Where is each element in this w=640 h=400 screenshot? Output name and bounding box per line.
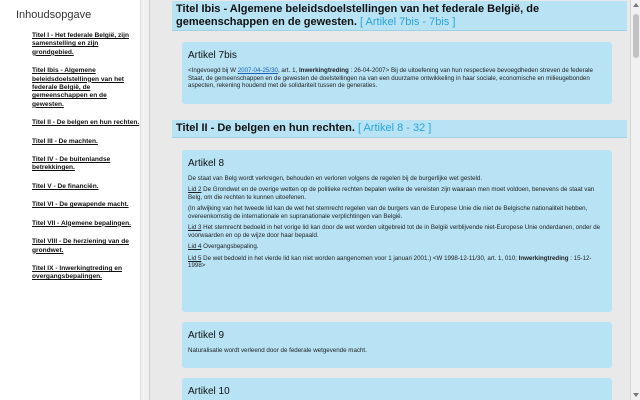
sidebar bbox=[0, 0, 150, 400]
section-title-ii bbox=[172, 120, 627, 138]
article-text: Lid 5 De wet bedoeld in het vierde lid kan niet worden aangenomen voor 1 januari 2001.) <W 1998-12-11/30, art. 1, 010; Inwerkingtreding : 15-12-1998> bbox=[188, 254, 592, 269]
sidebar-scrollbar[interactable] bbox=[140, 0, 150, 400]
toc-header: Inhoudsopgave bbox=[16, 9, 92, 21]
scroll-thumb[interactable] bbox=[633, 14, 639, 58]
article-list bbox=[172, 0, 627, 400]
lid-link[interactable]: Lid 5 bbox=[188, 254, 202, 262]
main-content bbox=[150, 0, 640, 400]
law-link[interactable]: 2007-04-25/30 bbox=[237, 67, 278, 74]
article-text: De staat van Belg wordt verkregen, behouden en verloren volgens de regelen bij de burgerlijke wet gesteld. bbox=[188, 174, 483, 182]
article-range-link[interactable]: [ Artikel 8 - 32 ] bbox=[357, 122, 432, 134]
article-text: (In afwijking van het tweede lid kan de wet het stemrecht regelen van de burgers van de Europese Unie die niet de Belgische nationaliteit hebben, overeenkomstig de internationale en supranationale verplichtingen van België. bbox=[188, 205, 588, 220]
toc-item-titel-i[interactable]: Titel I - Het federale België, zijn samenstelling en zijn grondgebied. bbox=[32, 32, 129, 56]
toc-item-titel-ibis[interactable]: Titel Ibis - Algemene beleidsdoelstellingen van het federale België, de gemeenschappen en de gewesten. bbox=[32, 67, 124, 108]
scroll-down-icon[interactable] bbox=[633, 393, 639, 397]
article-card-9 bbox=[182, 322, 612, 368]
lid-link[interactable]: Lid 4 bbox=[188, 243, 202, 250]
article-card-8 bbox=[182, 150, 612, 312]
article-text: <Ingevoegd bij W 2007-04-25/30, art. 1, Inwerkingtreding : 26-04-2007> Bij de uitoefening van hun respectieve bevoegdheden streven de federale Staat, de gemeenschappen en de gewesten de doelstellingen na van een duurzame ontwikkeling in haar sociale, economische en milieugebonden aspecten, rekening houdend met de solidariteit tussen de generaties. bbox=[188, 67, 593, 89]
toc-item-titel-v[interactable]: Titel V - De financiën. bbox=[32, 182, 99, 190]
section-title-text: Titel II - De belgen en hun rechten. bbox=[176, 122, 355, 134]
article-title: Artikel 9 bbox=[188, 329, 225, 341]
section-title-ibis bbox=[172, 1, 627, 31]
lid-link[interactable]: Lid 2 bbox=[188, 186, 202, 193]
section-title-text: Titel Ibis - Algemene beleidsdoelstellingen van het federale België, de gemeenschappen en de gewesten. bbox=[176, 3, 540, 28]
article-title: Artikel 8 bbox=[188, 157, 225, 169]
article-title: Artikel 7bis bbox=[188, 50, 237, 61]
lid-link[interactable]: Lid 3 bbox=[188, 224, 202, 231]
toc-list bbox=[32, 32, 140, 292]
article-card-7bis bbox=[182, 42, 612, 104]
toc-item-titel-ix[interactable]: Titel IX - Inwerkingtreding en overgangsbepalingen. bbox=[32, 264, 123, 281]
toc-item-titel-viii[interactable]: Titel VIII - De herziening van de grondwet. bbox=[32, 238, 129, 254]
article-range-link[interactable]: [ Artikel 7bis - 7bis ] bbox=[360, 15, 456, 28]
article-text: Lid 2 De Grondwet en de overige wetten op de politieke rechten bepalen welke de vereisten zijn waaraan men moet voldoen, benevens de staat van Belg, om die rechten te kunnen uitoefenen. bbox=[188, 186, 595, 201]
article-text: Naturalisatie wordt verleend door de federale wetgevende macht. bbox=[188, 346, 367, 354]
toc-item-titel-iii[interactable]: Titel III - De machten. bbox=[32, 137, 98, 145]
article-card-10 bbox=[182, 378, 612, 400]
toc-item-titel-ii[interactable]: Titel II - De belgen en hun rechten. bbox=[32, 119, 140, 127]
article-text: Lid 4 Overgangsbepaling. bbox=[188, 243, 259, 250]
toc-item-titel-vi[interactable]: Titel VI - De gewapende macht. bbox=[32, 201, 129, 209]
scroll-up-icon[interactable] bbox=[633, 3, 639, 7]
article-title: Artikel 10 bbox=[188, 385, 230, 397]
toc-item-titel-iv[interactable]: Titel IV - De buitenlandse betrekkingen. bbox=[32, 156, 111, 172]
main-scrollbar[interactable] bbox=[630, 0, 640, 400]
article-text: Lid 3 Het stemrecht bedoeld in het vorige lid kan door de wet worden uitgebreid tot de in België verblijvende niet-Europese Unie onderdanen, onder de voorwaarden en op de wijze door haar bepaald. bbox=[188, 224, 601, 239]
toc-item-titel-vii[interactable]: Titel VII - Algemene bepalingen. bbox=[32, 219, 131, 227]
